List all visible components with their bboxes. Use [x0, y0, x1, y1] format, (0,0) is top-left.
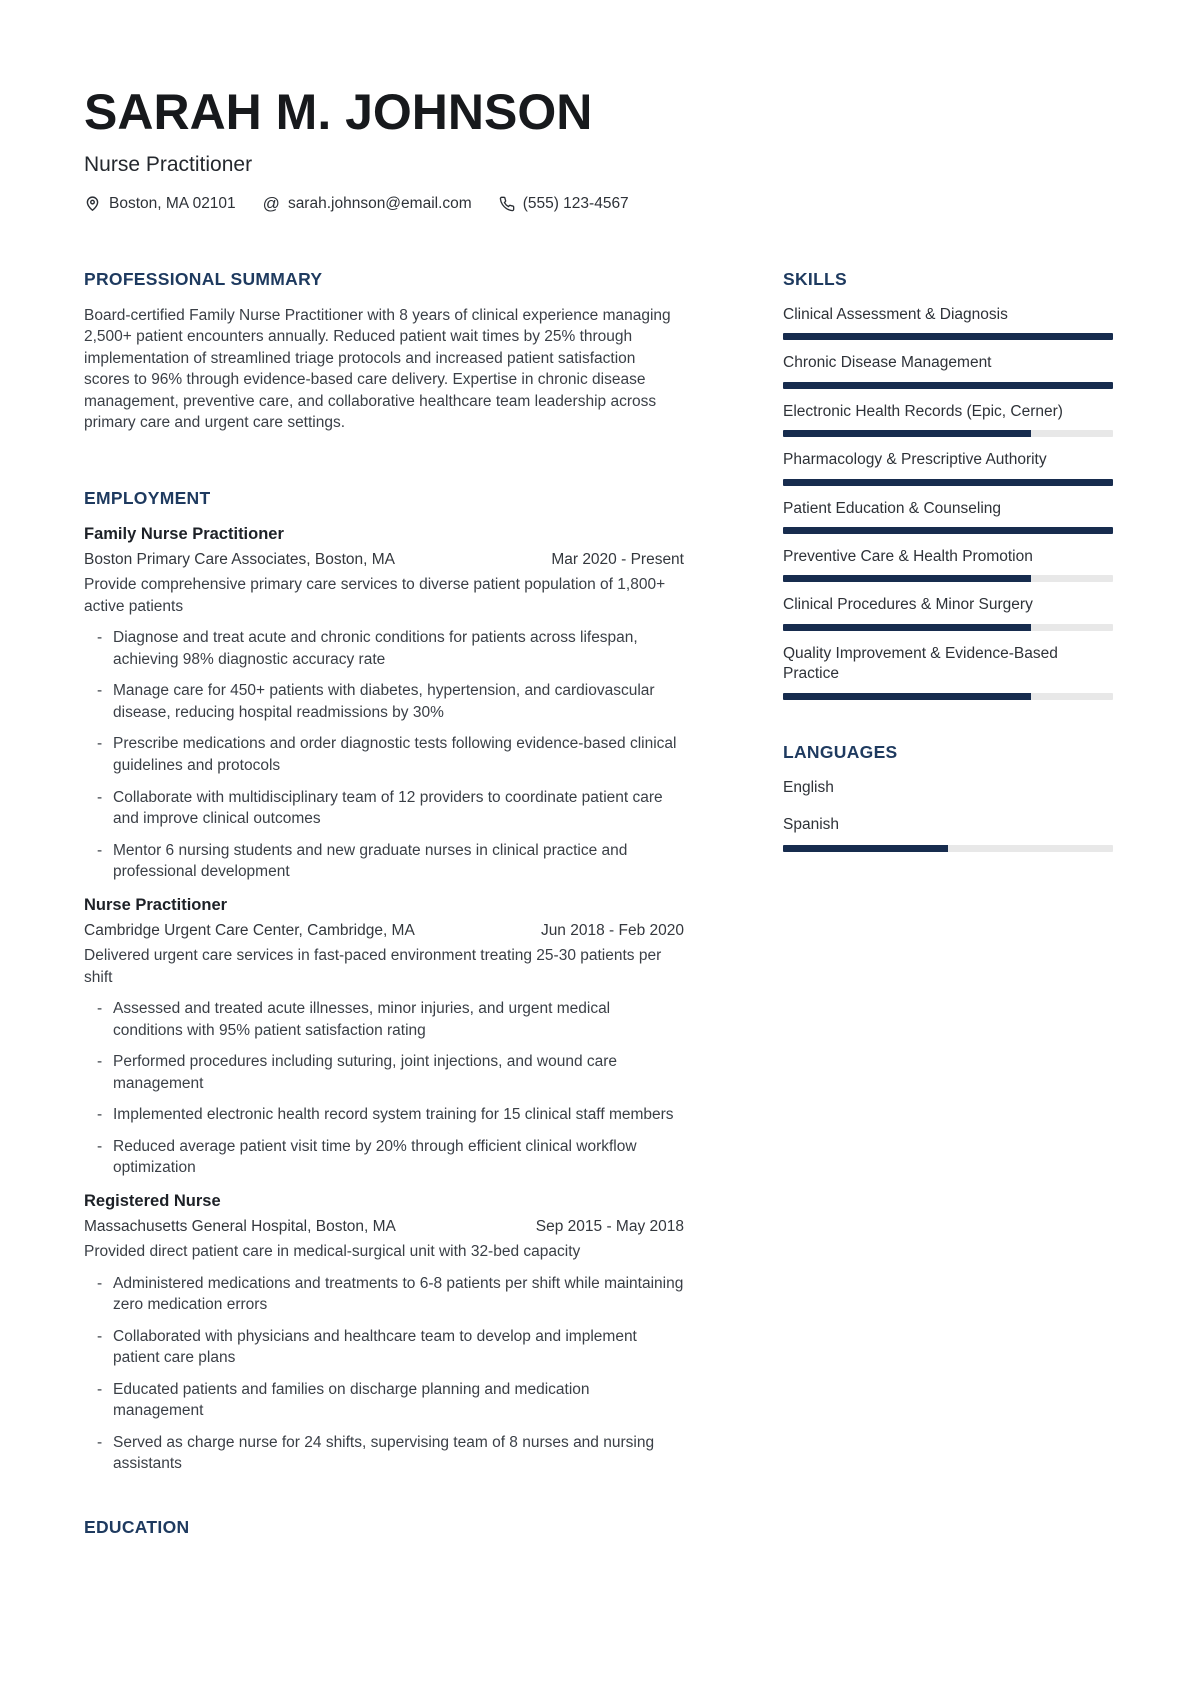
skill-bar-fill — [783, 527, 1113, 534]
languages-heading: LANGUAGES — [783, 741, 898, 762]
contact-email-text: sarah.johnson@email.com — [287, 194, 472, 212]
contact-email — [263, 195, 472, 213]
skill-label: Preventive Care & Health Promotion — [783, 548, 1033, 566]
skill-bar — [783, 382, 1113, 389]
education-heading: EDUCATION — [84, 1516, 190, 1537]
job-dates: Mar 2020 - Present — [551, 551, 684, 569]
job-meta-row — [84, 550, 684, 571]
job-bullet: - Implemented electronic health record system training for 15 clinical staff members — [84, 1104, 684, 1126]
skill-item — [783, 353, 1113, 388]
contact-phone-text: (555) 123-4567 — [522, 194, 629, 212]
section-education — [84, 1517, 684, 1538]
column-gap — [684, 269, 783, 1553]
contact-location-text: Boston, MA 02101 — [109, 194, 236, 212]
professional-summary-text: Board-certified Family Nurse Practitioner with 8 years of clinical experience managing 2,500+ patient encounters annually. Reduced patient wait times by 25% through implementation of streamlined triage protocols and increased patient satisfaction scores to 96% through evidence-based care delivery. Expertise in chronic disease management, preventive care, and collaborative healthcare team leadership across primary care and urgent care settings. — [84, 306, 671, 432]
candidate-title: Nurse Practitioner — [84, 152, 253, 176]
job-list — [84, 524, 684, 1475]
skill-label: Clinical Assessment & Diagnosis — [783, 305, 1008, 323]
skill-bar-fill — [783, 693, 1031, 700]
skill-bar — [783, 693, 1113, 700]
job-dates: Jun 2018 - Feb 2020 — [540, 922, 684, 940]
job-bullet: - Administered medications and treatments to 6-8 patients per shift while maintaining zero medication errors — [84, 1273, 684, 1316]
job-entry — [84, 524, 684, 883]
skill-item — [783, 305, 1113, 340]
skill-item — [783, 450, 1113, 485]
job-bullet: - Prescribe medications and order diagnostic tests following evidence-based clinical guidelines and protocols — [84, 733, 684, 776]
job-bullet: - Collaborated with physicians and healthcare team to develop and implement patient care plans — [84, 1326, 684, 1369]
section-professional-summary — [84, 269, 684, 434]
skill-bar — [783, 430, 1113, 437]
job-bullet: - Performed procedures including suturing, joint injections, and wound care management — [84, 1051, 684, 1094]
language-item — [783, 778, 1113, 798]
resume-header — [84, 86, 1113, 213]
skill-item — [783, 595, 1113, 630]
language-item — [783, 815, 1113, 851]
job-bullet: - Reduced average patient visit time by 20% through efficient clinical workflow optimization — [84, 1136, 684, 1179]
skill-label: Pharmacology & Prescriptive Authority — [783, 451, 1047, 469]
skill-bar-fill — [783, 430, 1031, 437]
job-company: Massachusetts General Hospital, Boston, MA — [84, 1218, 396, 1236]
employment-heading: EMPLOYMENT — [84, 487, 211, 508]
job-dates: Sep 2015 - May 2018 — [535, 1218, 684, 1236]
skill-item — [783, 547, 1113, 582]
at-sign-icon: @ — [262, 194, 280, 214]
job-bullet: - Manage care for 450+ patients with diabetes, hypertension, and cardiovascular disease, reducing hospital readmissions by 30% — [84, 680, 684, 723]
job-meta-row — [84, 921, 684, 942]
skill-item — [783, 499, 1113, 534]
location-pin-icon — [84, 195, 101, 212]
job-bullet: - Diagnose and treat acute and chronic conditions for patients across lifespan, achieving 98% diagnostic accuracy rate — [84, 627, 684, 670]
job-bullet-list — [84, 627, 684, 882]
job-company: Boston Primary Care Associates, Boston, MA — [84, 551, 395, 569]
job-bullet: - Mentor 6 nursing students and new graduate nurses in clinical practice and professional development — [84, 840, 684, 883]
job-company: Cambridge Urgent Care Center, Cambridge, MA — [84, 922, 415, 940]
resume-body — [84, 269, 1113, 1553]
job-description: Provided direct patient care in medical-surgical unit with 32-bed capacity — [84, 1243, 581, 1261]
skill-label: Patient Education & Counseling — [783, 499, 1002, 517]
skills-heading: SKILLS — [783, 268, 848, 289]
job-title: Registered Nurse — [84, 1191, 221, 1210]
language-label: Spanish — [783, 816, 840, 834]
job-bullet: - Collaborate with multidisciplinary team of 12 providers to coordinate patient care and improve clinical outcomes — [84, 787, 684, 830]
section-employment — [84, 488, 684, 1475]
skill-bar-fill — [783, 333, 1113, 340]
skill-label: Electronic Health Records (Epic, Cerner) — [783, 402, 1063, 420]
language-label: English — [783, 778, 834, 796]
job-description: Provide comprehensive primary care services to diverse patient population of 1,800+ active patients — [84, 576, 666, 615]
contact-row — [84, 195, 1113, 213]
job-entry — [84, 1191, 684, 1475]
language-bar-fill — [783, 845, 948, 852]
job-title: Family Nurse Practitioner — [84, 524, 284, 543]
skill-bar — [783, 333, 1113, 340]
skill-bar — [783, 527, 1113, 534]
skill-bar — [783, 479, 1113, 486]
job-bullet-list — [84, 1273, 684, 1475]
skill-bar-fill — [783, 575, 1031, 582]
language-list — [783, 778, 1113, 852]
section-languages — [783, 742, 1113, 852]
job-bullet: - Served as charge nurse for 24 shifts, supervising team of 8 nurses and nursing assistants — [84, 1432, 684, 1475]
skill-label: Chronic Disease Management — [783, 354, 992, 372]
phone-icon — [499, 196, 515, 212]
job-bullet: - Educated patients and families on discharge planning and medication management — [84, 1379, 684, 1422]
job-bullet: - Assessed and treated acute illnesses, minor injuries, and urgent medical conditions with 95% patient satisfaction rating — [84, 998, 684, 1041]
job-bullet-list — [84, 998, 684, 1179]
candidate-name: SARAH M. JOHNSON — [84, 84, 593, 140]
skill-bar-fill — [783, 479, 1113, 486]
skill-item — [783, 402, 1113, 437]
language-bar — [783, 845, 1113, 852]
job-title: Nurse Practitioner — [84, 895, 228, 914]
job-description: Delivered urgent care services in fast-paced environment treating 25-30 patients per shift — [84, 947, 662, 986]
skill-item — [783, 644, 1113, 700]
skill-bar — [783, 575, 1113, 582]
skill-list — [783, 305, 1113, 700]
skill-label: Clinical Procedures & Minor Surgery — [783, 596, 1033, 614]
skill-bar-fill — [783, 382, 1113, 389]
job-entry — [84, 895, 684, 1179]
contact-phone — [499, 195, 629, 213]
professional-summary-heading: PROFESSIONAL SUMMARY — [84, 268, 323, 289]
skill-bar — [783, 624, 1113, 631]
left-column — [84, 269, 684, 1553]
job-meta-row — [84, 1217, 684, 1238]
right-column — [783, 269, 1113, 1553]
contact-location — [84, 195, 236, 213]
section-skills — [783, 269, 1113, 700]
skill-label: Quality Improvement & Evidence-Based Practice — [783, 644, 1058, 683]
skill-bar-fill — [783, 624, 1031, 631]
